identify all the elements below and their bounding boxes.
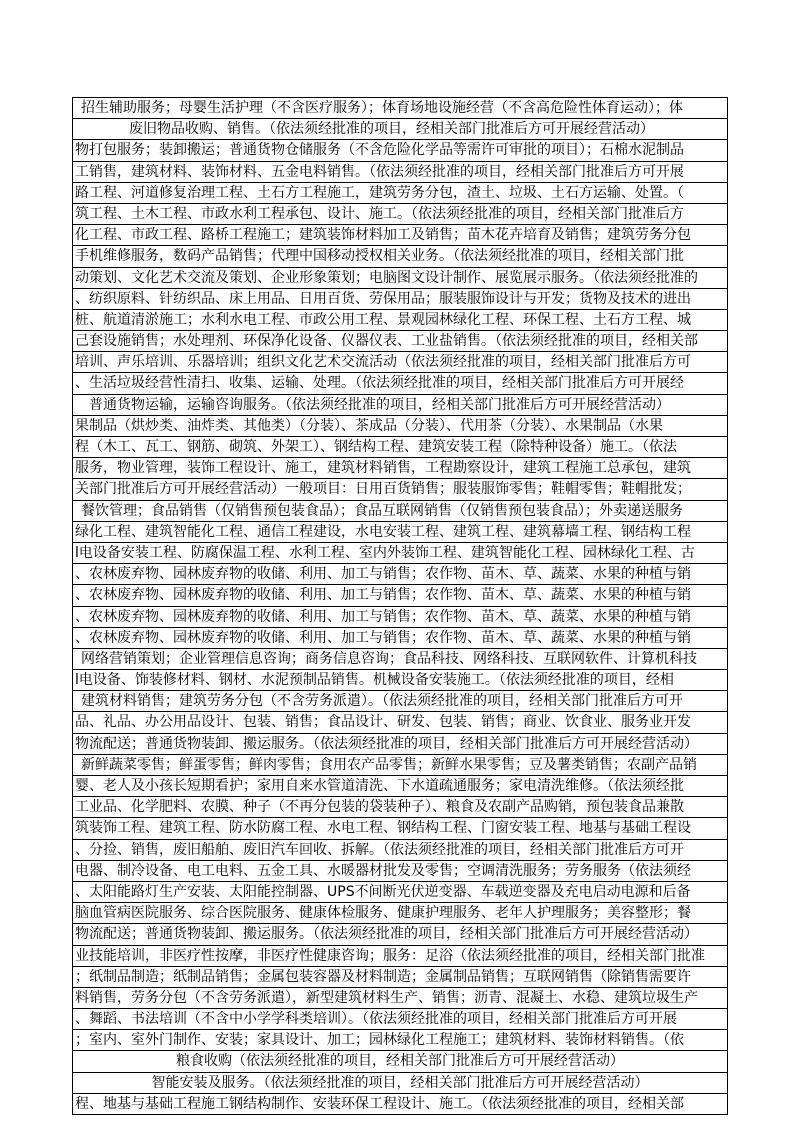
table-row: 培训、声乐培训、乐器培训；组织文化艺术交流活动（依法须经批准的项目，经相关部门批准后方可 xyxy=(73,352,727,373)
table-row: 程、地基与基础工程施工钢结构制作、安装环保工程设计、施工。（依法须经批准的项目，经相关部 xyxy=(73,1094,727,1115)
table-row: 、农林废弃物、园林废弃物的收储、利用、加工与销售；农作物、苗木、草、蔬菜、水果的种植与销 xyxy=(73,585,727,606)
table-row: 粮食收购（依法须经批准的项目，经相关部门批准后方可开展经营活动） xyxy=(73,1051,727,1072)
table-row: 业技能培训，非医疗性按摩，非医疗性健康咨询；服务：足浴（依法须经批准的项目，经相关部门批准 xyxy=(73,946,727,967)
table-row: 、农林废弃物、园林废弃物的收储、利用、加工与销售；农作物、苗木、草、蔬菜、水果的种植与销 xyxy=(73,628,727,649)
table-row: 物打包服务；装卸搬运；普通货物仓储服务（不含危险化学品等需许可审批的项目）；石棉水泥制品 xyxy=(73,140,727,161)
table-row: 动策划、文化艺术交流及策划、企业形象策划；电脑图文设计制作、展览展示服务。（依法须经批准的 xyxy=(73,268,727,289)
table-row: 筑装饰工程、建筑工程、防水防腐工程、水电工程、钢结构工程、门窗安装工程、地基与基础工程设 xyxy=(73,818,727,839)
table-row: 、农林废弃物、园林废弃物的收储、利用、加工与销售；农作物、苗木、草、蔬菜、水果的种植与销 xyxy=(73,564,727,585)
table-row: 建筑材料销售；建筑劳务分包（不含劳务派遣）。（依法须经批准的项目，经相关部门批准后方可开 xyxy=(73,691,727,712)
table-row: 、农林废弃物、园林废弃物的收储、利用、加工与销售；农作物、苗木、草、蔬菜、水果的种植与销 xyxy=(73,607,727,628)
scope-table xyxy=(72,97,728,1115)
table-row: 婴、老人及小孩长短期看护；家用自来水管道清洗、下水道疏通服务；家电清洗维修。（依法须经批 xyxy=(73,776,727,797)
table-row: 品、礼品、办公用品设计、包装、销售；食品设计、研发、包装、销售；商业、饮食业、服务业开发 xyxy=(73,712,727,733)
table-row: 物流配送；普通货物装卸、搬运服务。（依法须经批准的项目，经相关部门批准后方可开展经营活动） xyxy=(73,924,727,945)
table-row: l电设备安装工程、防腐保温工程、水利工程、室内外装饰工程、建筑智能化工程、园林绿化工程、古 xyxy=(73,543,727,564)
table-row: 路工程、河道修复治理工程、土石方工程施工，建筑劳务分包，渣土、垃圾、土石方运输、处置。（ xyxy=(73,183,727,204)
table-row: 、太阳能路灯生产安装、太阳能控制器、UPS不间断光伏逆变器、车载逆变器及充电启动电源和后备 xyxy=(73,882,727,903)
table-row: 废旧物品收购、销售。（依法须经批准的项目，经相关部门批准后方可开展经营活动） xyxy=(73,119,727,140)
table-row: 、生活垃圾经营性清扫、收集、运输、处理。（依法须经批准的项目，经相关部门批准后方可开展经 xyxy=(73,373,727,394)
table-row: 新鲜蔬菜零售；鲜蛋零售；鲜肉零售；食用农产品零售；新鲜水果零售；豆及薯类销售；农副产品销 xyxy=(73,755,727,776)
table-row: 料销售，劳务分包（不含劳务派遣），新型建筑材料生产、销售；沥青、混凝土、水稳、建筑垃圾生产 xyxy=(73,988,727,1009)
table-row: 筑工程、土木工程、市政水利工程承包、设计、施工。（依法须经批准的项目，经相关部门批准后方 xyxy=(73,204,727,225)
table-row: 电器、制冷设备、电工电料、五金工具、水暖器材批发及零售；空调清洗服务；劳务服务（依法须经 xyxy=(73,861,727,882)
table-row: 服务，物业管理，装饰工程设计、施工，建筑材料销售，工程勘察设计，建筑工程施工总承包，建筑 xyxy=(73,458,727,479)
table-row: 果制品（烘炒类、油炸类、其他类）（分装）、茶成品（分装）、代用茶（分装）、水果制品（水果 xyxy=(73,416,727,437)
table-row: 脑血管病医院服务、综合医院服务、健康体检服务、健康护理服务、老年人护理服务；美容整形；餐 xyxy=(73,903,727,924)
table-row: 物流配送；普通货物装卸、搬运服务。（依法须经批准的项目，经相关部门批准后方可开展经营活动） xyxy=(73,734,727,755)
table-row: 化工程、市政工程、路桥工程施工；建筑装饰材料加工及销售；苗木花卉培育及销售；建筑劳务分包 xyxy=(73,225,727,246)
table-row: 网络营销策划；企业管理信息咨询；商务信息咨询；食品科技、网络科技、互联网软件、计算机科技 xyxy=(73,649,727,670)
table-row: 、纺织原料、针纺织品、床上用品、日用百货、劳保用品；服装服饰设计与开发；货物及技术的进出 xyxy=(73,289,727,310)
table-row: ；纸制品制造；纸制品销售；金属包装容器及材料制造；金属制品销售；互联网销售（除销售需要许 xyxy=(73,967,727,988)
table-row: 手机维修服务，数码产品销售；代理中国移动授权相关业务。（依法须经批准的项目，经相关部门批 xyxy=(73,246,727,267)
table-row: 智能安装及服务。（依法须经批准的项目，经相关部门批准后方可开展经营活动） xyxy=(73,1073,727,1094)
table-row: 餐饮管理；食品销售（仅销售预包装食品）；食品互联网销售（仅销售预包装食品）；外卖递送服务 xyxy=(73,501,727,522)
table-row: 、分捡、销售，废旧船舶、废旧汽车回收、拆解。（依法须经批准的项目，经相关部门批准后方可开 xyxy=(73,840,727,861)
table-row: l电设备、饰装修材料、钢材、水泥预制品销售。机械设备安装施工。（依法须经批准的项目，经相 xyxy=(73,670,727,691)
table-row: 关部门批准后方可开展经营活动）一般项目：日用百货销售；服装服饰零售；鞋帽零售；鞋帽批发； xyxy=(73,479,727,500)
table-row: 绿化工程、建筑智能化工程、通信工程建设，水电安装工程、建筑工程、建筑幕墙工程、钢结构工程 xyxy=(73,522,727,543)
table-row: 招生辅助服务；母婴生活护理（不含医疗服务）；体育场地设施经营（不含高危险性体育运动）；体 xyxy=(73,98,727,119)
table-row: 、舞蹈、书法培训（不含中小学学科类培训）。（依法须经批准的项目，经相关部门批准后方可开展 xyxy=(73,1009,727,1030)
table-row: ；室内、室外门制作、安装；家具设计、加工；园林绿化工程施工；建筑材料、装饰材料销售。（依 xyxy=(73,1030,727,1051)
table-row: 工业品、化学肥料、农膜、种子（不再分包装的袋装种子）、粮食及农副产品购销，预包装食品兼散 xyxy=(73,797,727,818)
table-row: 程（木工、瓦工、钢筋、砌筑、外架工）、钢结构工程、建筑安装工程（除特种设备）施工。（依法 xyxy=(73,437,727,458)
table-row: 己套设施销售；水处理剂、环保净化设备、仪器仪表、工业盐销售。（依法须经批准的项目，经相关部 xyxy=(73,331,727,352)
table-row: 桩、航道清淤施工；水利水电工程、市政公用工程、景观园林绿化工程、环保工程、土石方工程、城 xyxy=(73,310,727,331)
table-row: 普通货物运输，运输咨询服务。（依法须经批准的项目，经相关部门批准后方可开展经营活动） xyxy=(73,395,727,416)
table-row: 工销售，建筑材料、装饰材料、五金电料销售。（依法须经批准的项目，经相关部门批准后方可开展 xyxy=(73,162,727,183)
